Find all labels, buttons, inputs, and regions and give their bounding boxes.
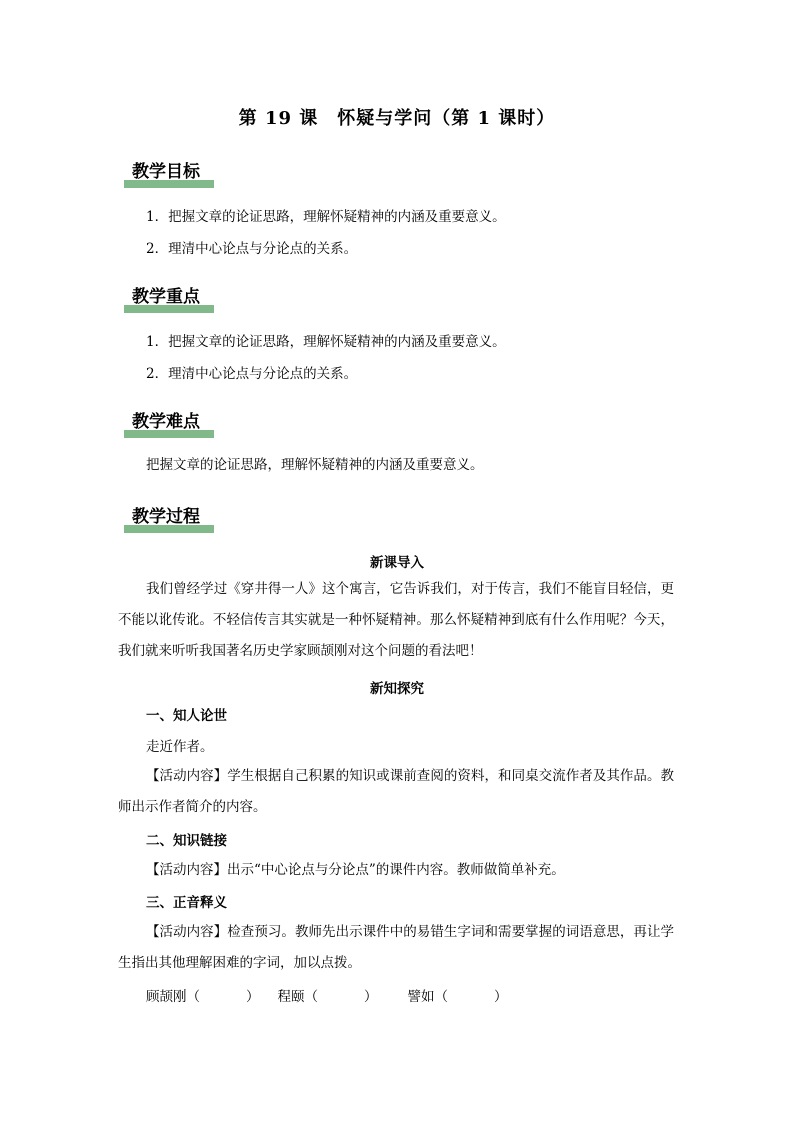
section-heading-key-points [124,283,200,315]
word-2-close: ） [364,989,378,1005]
difficulty-text: 把握文章的论证思路，理解怀疑精神的内涵及重要意义。 [146,457,484,473]
heading-text: 教学过程 [132,507,200,527]
heading-text: 教学重点 [132,287,200,307]
goal-item-2: 2．理清中心论点与分论点的关系。 [146,241,358,257]
page-title: 第 19 课 怀疑与学问（第 1 课时） [238,108,556,129]
activity-text: 学生根据自己积累的知识或课前查阅的资料，和同桌交流作者及其作品。教师出示作者简介的内容。 [118,768,675,815]
part1-activity [118,761,674,823]
part2-title: 二、知识链接 [146,833,227,849]
heading-text: 教学目标 [132,162,200,182]
part3-title: 三、正音释义 [146,895,227,911]
explore-heading: 新知探究 [370,681,424,697]
activity-label: 【活动内容】 [146,862,227,878]
part1-title: 一、知人论世 [146,708,227,724]
key-point-item-2: 2．理清中心论点与分论点的关系。 [146,366,358,382]
part3-activity [118,917,674,979]
word-2-open: 程颐（ [277,989,318,1005]
heading-text: 教学难点 [132,412,200,432]
word-1-close: ） [246,989,260,1005]
activity-label: 【活动内容】 [146,768,228,784]
word-3-open: 譬如（ [407,989,448,1005]
activity-label: 【活动内容】 [146,924,228,940]
section-heading-difficulties [124,408,200,440]
goal-item-1: 1．把握文章的论证思路，理解怀疑精神的内涵及重要意义。 [146,209,506,225]
section-heading-process [124,503,200,535]
word-list [146,987,508,1007]
activity-text: 出示“中心论点与分论点”的课件内容。教师做简单补充。 [227,862,565,878]
word-1-open: 顾颉刚（ [146,989,200,1005]
activity-text: 检查预习。教师先出示课件中的易错生字词和需要掌握的词语意思，再让学生指出其他理解困难的字词，加以点拨。 [118,924,675,971]
intro-paragraph: 我们曾经学过《穿井得一人》这个寓言，它告诉我们，对于传言，我们不能盲目轻信，更不能以讹传讹。不轻信传言其实就是一种怀疑精神。那么怀疑精神到底有什么作用呢？今天，我们就来听听我国著名历史学家顾颉刚对这个问题的看法吧！ [118,581,674,659]
intro-heading: 新课导入 [370,555,424,571]
word-3-close: ） [494,989,508,1005]
section-heading-goals [124,158,200,190]
part2-activity [118,855,674,886]
key-point-item-1: 1．把握文章的论证思路，理解怀疑精神的内涵及重要意义。 [146,334,506,350]
part1-line: 走近作者。 [146,739,214,755]
